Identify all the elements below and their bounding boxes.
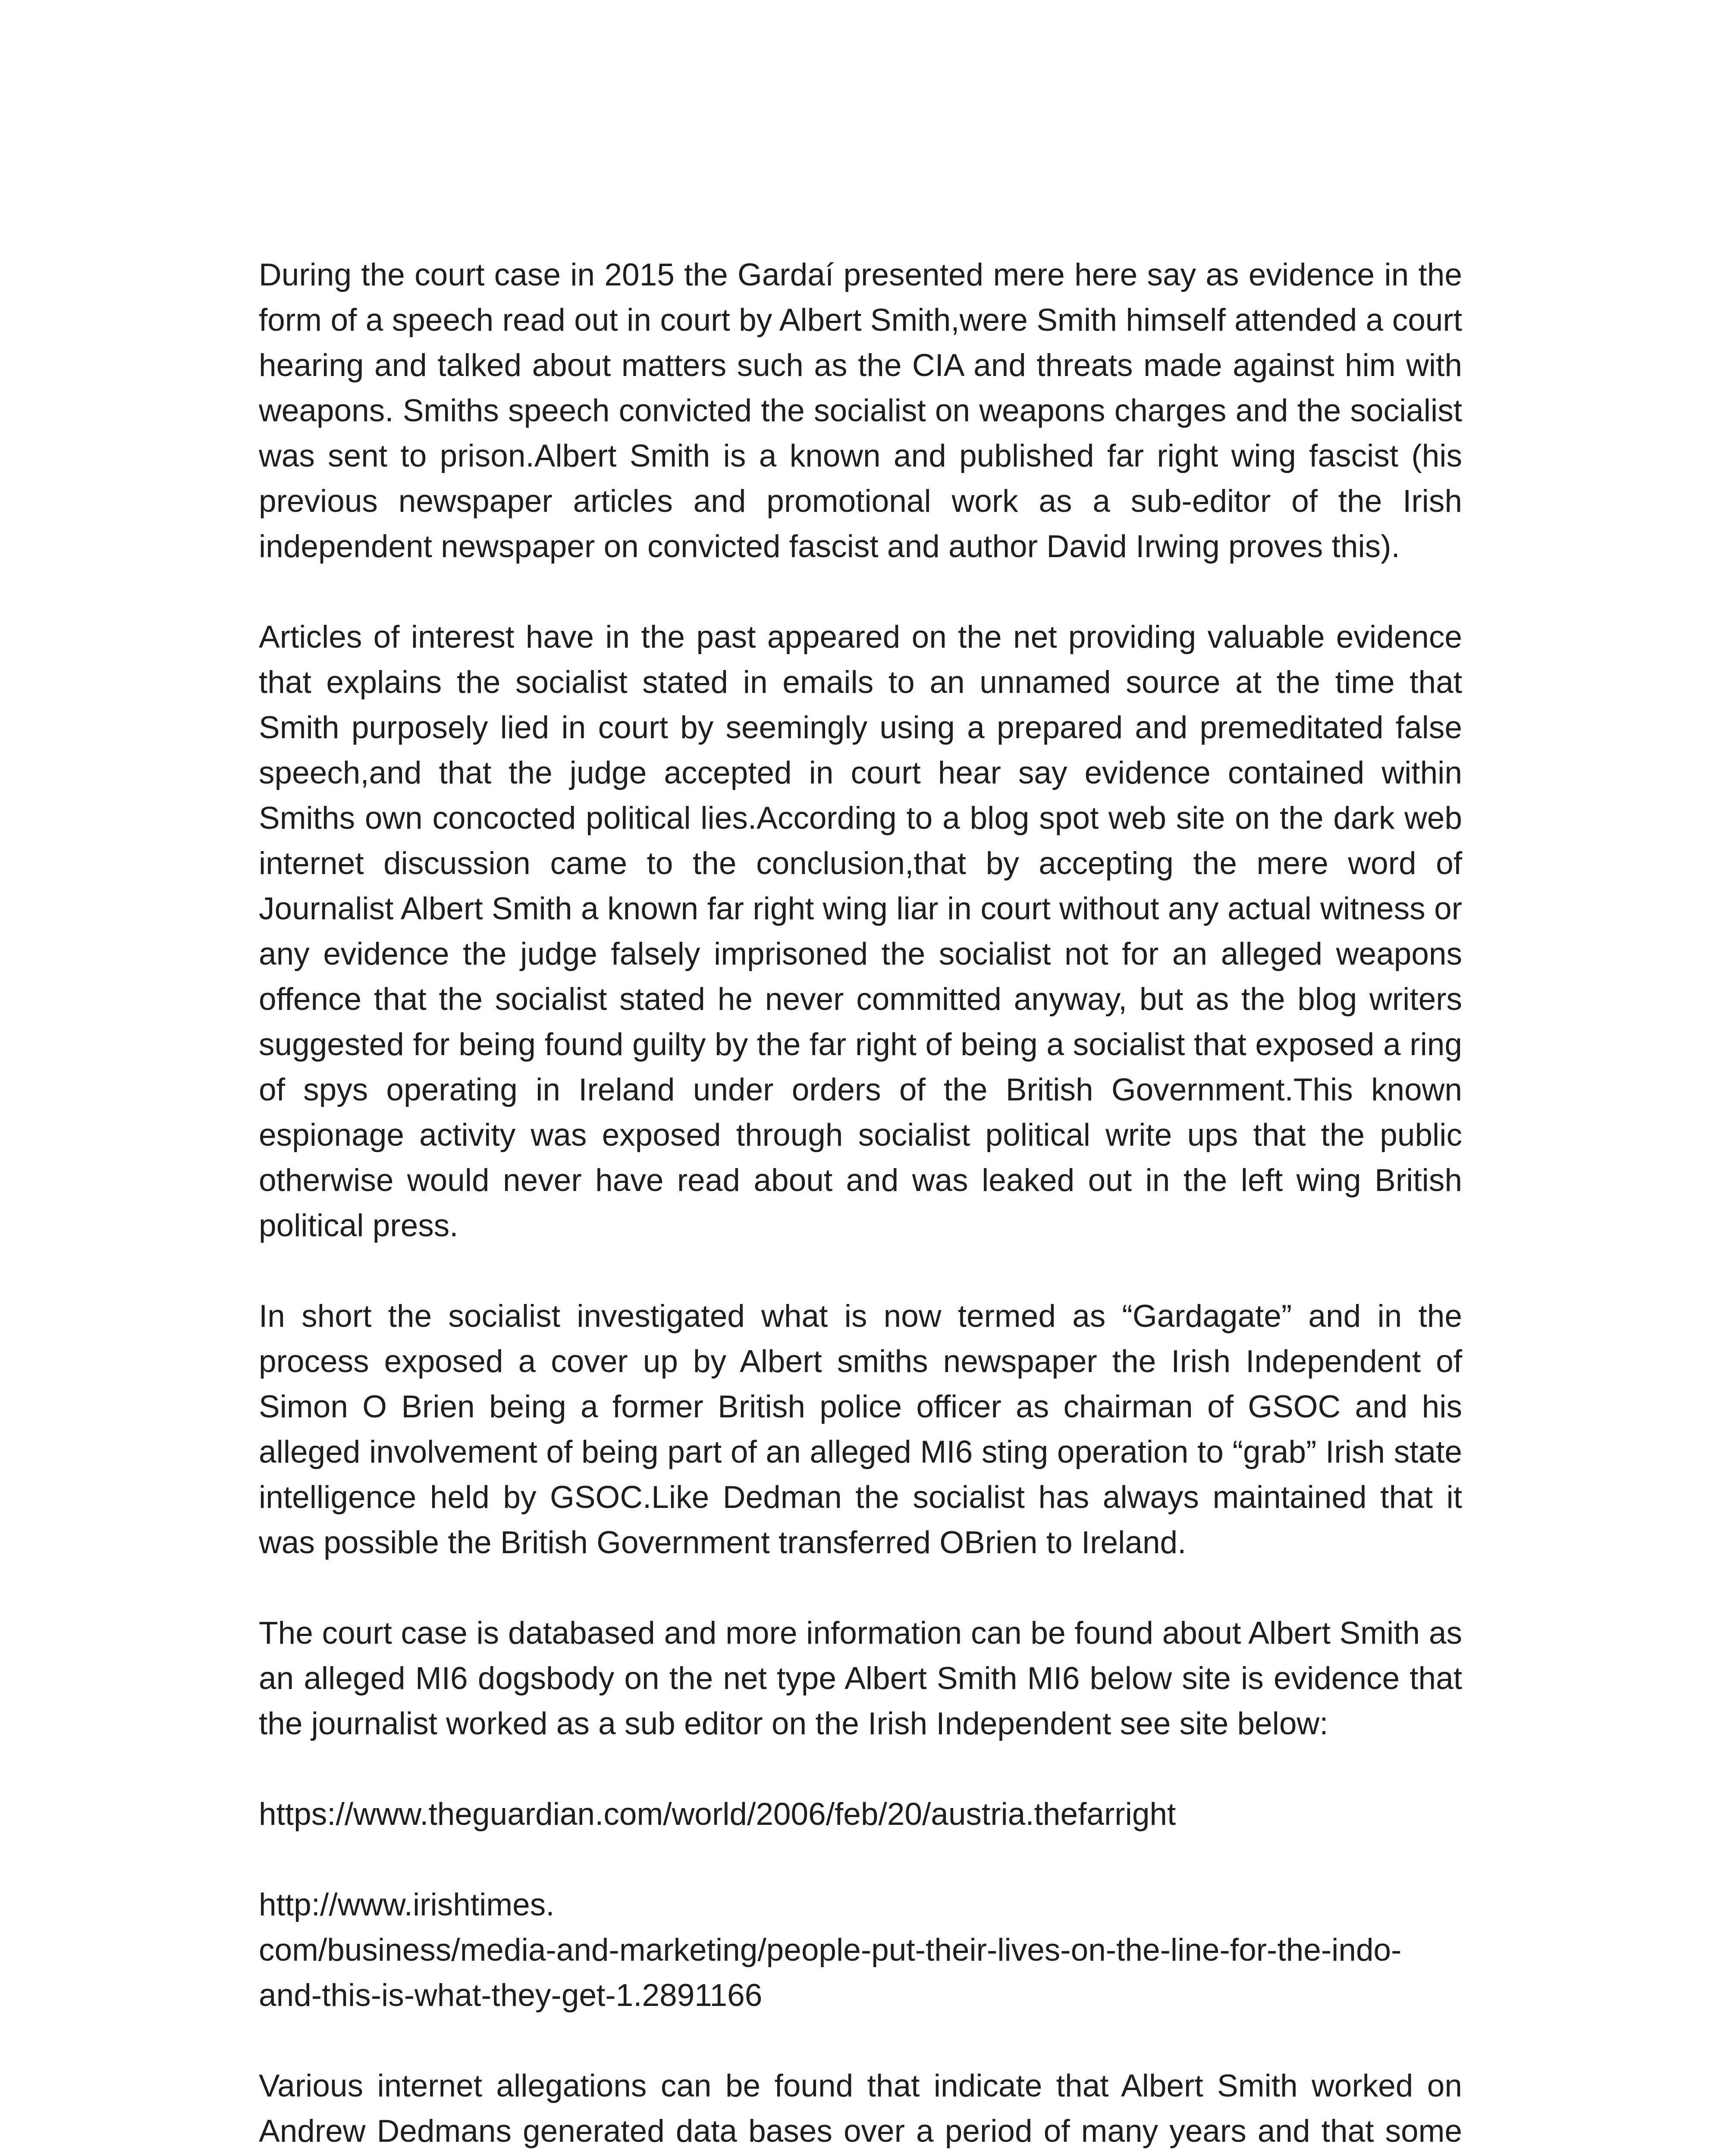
paragraph-court-case: During the court case in 2015 the Gardaí presented mere here say as evidence in the form of a speech read out in court by Albert Smith,were Smith himself attended a court hearing and talked about matters such as the CIA and threats made against him with weapons. Smiths speech convicted the socialist on weapons charges and the socialist was sent to prison.Albert Smith is a known and published far right wing fascist (his previous newspaper articles and promotional work as a sub-editor of the Irish independent newspaper on convicted fascist and author David Irwing proves this).	[259, 257, 1462, 564]
paragraph-internet-allegations: Various internet allegations can be found that indicate that Albert Smith worked on Andrew Dedmans generated data bases over a period of many years and that some	[259, 2068, 1462, 2149]
paragraph-articles-of-interest: Articles of interest have in the past appeared on the net providing valuable evidence that explains the socialist stated in emails to an unnamed source at the time that Smith purposely lied in court by seemingly using a prepared and premeditated false speech,and that the judge accepted in court hear say evidence contained within Smiths own concocted political lies.According to a blog spot web site on the dark web internet discussion came to the conclusion,that by accepting the mere word of Journalist Albert Smith a known far right wing liar in court without any actual witness or any evidence the judge falsely imprisoned the socialist not for an alleged weapons offence that the socialist stated he never committed anyway, but as the blog writers suggested for being found guilty by the far right of being a socialist that exposed a ring of spys operating in Ireland under orders of the British Government.This known espionage activity was exposed through socialist political write ups that the public otherwise would never have read about and was leaked out in the left wing British political press.	[259, 620, 1462, 1243]
link-guardian[interactable]: https://www.theguardian.com/world/2006/feb/20/austria.thefarright	[259, 1797, 1176, 1832]
link-irishtimes-line1: http://www.irishtimes.	[259, 1887, 555, 1922]
link-irishtimes[interactable]	[259, 1882, 1462, 2018]
link-irishtimes-line2: com/business/media-and-marketing/people-put-their-lives-on-the-line-for-the-indo-	[259, 1933, 1402, 1968]
paragraph-databased: The court case is databased and more information can be found about Albert Smith as an alleged MI6 dogsbody on the net type Albert Smith MI6 below site is evidence that the journalist worked as a sub editor on the Irish Independent see site below:	[259, 1616, 1462, 1741]
link-irishtimes-line3: and-this-is-what-they-get-1.2891166	[259, 1978, 763, 2013]
paragraph-gardagate: In short the socialist investigated what is now termed as “Gardagate” and in the process exposed a cover up by Albert smiths newspaper the Irish Independent of Simon O Brien being a former British police officer as chairman of GSOC and his alleged involvement of being part of an alleged MI6 sting operation to “grab” Irish state intelligence held by GSOC.Like Dedman the socialist has always maintained that it was possible the British Government transferred OBrien to Ireland.	[259, 1299, 1462, 1560]
document-body	[259, 252, 1462, 2156]
